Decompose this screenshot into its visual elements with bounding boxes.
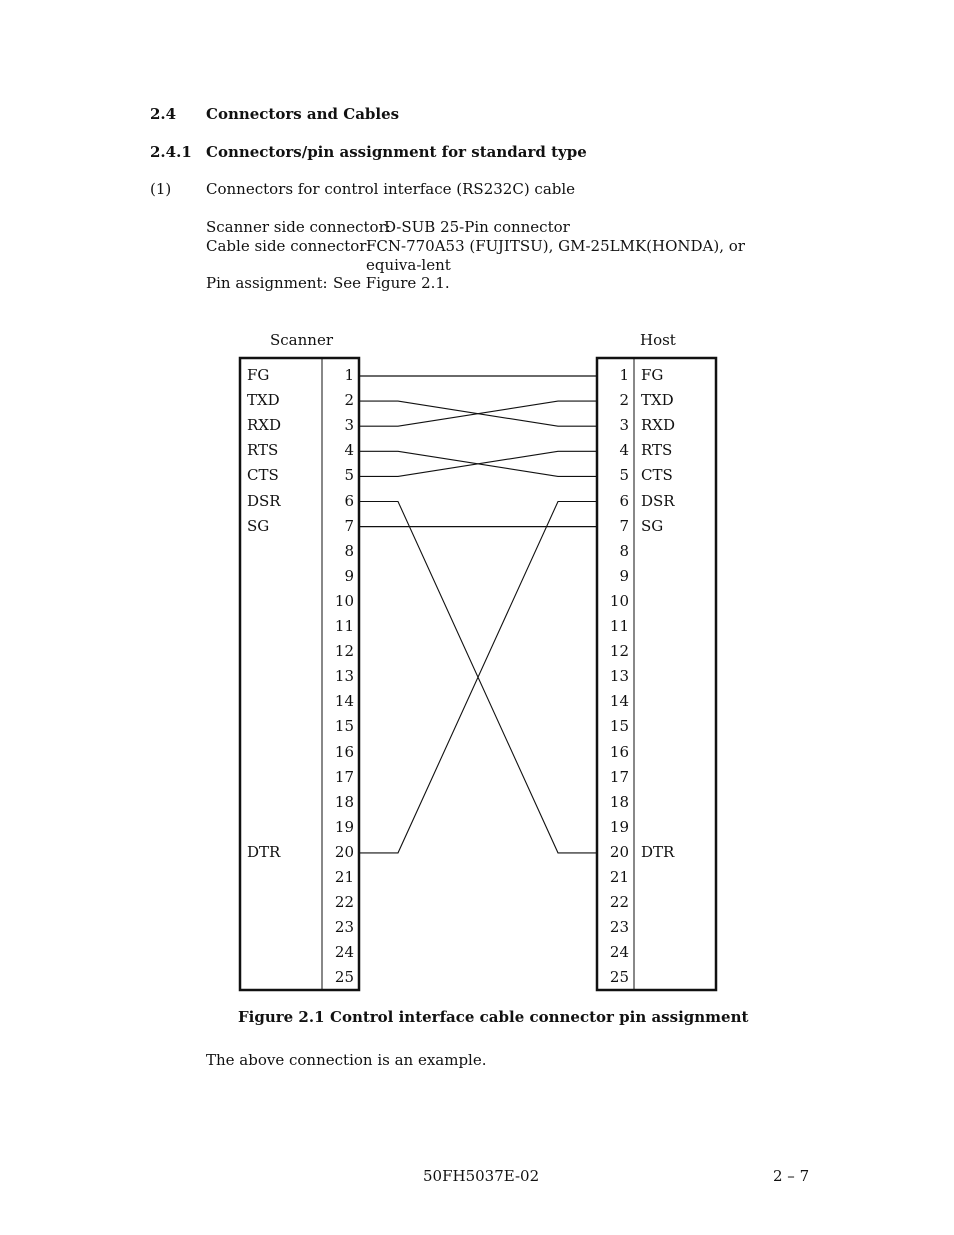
scanner-title: Scanner <box>270 331 333 349</box>
host-pin-2: 2 <box>619 391 629 410</box>
host-pin-21: 21 <box>609 868 629 886</box>
wire-3-to-2 <box>359 401 597 426</box>
host-title: Host <box>640 331 676 349</box>
host-pin-7: 7 <box>619 516 629 535</box>
host-pin-11: 11 <box>609 617 629 635</box>
scanner-connector-value: D-SUB 25-Pin connector <box>384 218 570 236</box>
scanner-pin-6: 6 <box>344 491 354 510</box>
scanner-pin-7: 7 <box>344 516 354 535</box>
host-pin-6: 6 <box>619 491 629 510</box>
cable-connector-value-line2: equiva-lent <box>366 256 451 274</box>
host-pin-4: 4 <box>619 441 629 460</box>
item-number: (1) <box>150 180 172 198</box>
scanner-pin-3: 3 <box>344 416 354 435</box>
scanner-pin-1: 1 <box>344 366 354 384</box>
scanner-pin-4: 4 <box>344 441 354 460</box>
scanner-pin-13: 13 <box>334 667 354 686</box>
scanner-connector-label: Scanner side connector: <box>206 218 391 236</box>
scanner-signal-rxd: RXD <box>247 416 281 435</box>
host-pin-17: 17 <box>609 767 629 786</box>
host-pin-15: 15 <box>609 717 629 736</box>
host-signal-sg: SG <box>641 516 664 535</box>
scanner-pin-20: 20 <box>334 842 354 861</box>
scanner-signal-dsr: DSR <box>247 491 281 510</box>
scanner-pin-5: 5 <box>344 466 354 485</box>
section-title: Connectors and Cables <box>206 105 400 123</box>
scanner-signal-txd: TXD <box>247 391 280 410</box>
cable-connector-value-line1: FCN-770A53 (FUJITSU), GM-25LMK(HONDA), or <box>366 237 745 255</box>
host-signal-dtr: DTR <box>641 842 675 861</box>
scanner-pin-14: 14 <box>334 692 354 711</box>
host-pin-9: 9 <box>619 566 629 585</box>
scanner-pin-8: 8 <box>344 541 354 560</box>
item-title: Connectors for control interface (RS232C) cable <box>206 180 576 198</box>
scanner-signal-fg: FG <box>247 366 270 384</box>
scanner-pin-18: 18 <box>334 792 354 811</box>
scanner-pin-10: 10 <box>334 591 354 610</box>
host-pin-16: 16 <box>609 742 629 761</box>
scanner-signal-rts: RTS <box>247 441 279 460</box>
scanner-pin-12: 12 <box>334 642 354 661</box>
scanner-pin-21: 21 <box>334 868 354 886</box>
host-pin-19: 19 <box>609 817 629 836</box>
subsection-title: Connectors/pin assignment for standard type <box>206 143 587 161</box>
host-pin-20: 20 <box>609 842 629 861</box>
host-pin-23: 23 <box>609 918 629 937</box>
host-pin-25: 25 <box>609 968 629 987</box>
scanner-signal-dtr: DTR <box>247 842 281 861</box>
subsection-number: 2.4.1 <box>150 143 192 161</box>
host-signal-rxd: RXD <box>641 416 675 435</box>
scanner-pin-2: 2 <box>344 391 354 410</box>
host-pin-1: 1 <box>619 366 629 384</box>
wire-5-to-4 <box>359 451 597 476</box>
wire-20-to-6 <box>359 502 597 853</box>
scanner-pin-16: 16 <box>334 742 354 761</box>
scanner-signal-sg: SG <box>247 516 270 535</box>
scanner-pin-23: 23 <box>334 918 354 937</box>
host-signal-rts: RTS <box>641 441 673 460</box>
scanner-pin-15: 15 <box>334 717 354 736</box>
host-pin-10: 10 <box>609 591 629 610</box>
footer-doc-id: 50FH5037E-02 <box>423 1167 540 1185</box>
host-pin-5: 5 <box>619 466 629 485</box>
host-signal-txd: TXD <box>641 391 674 410</box>
host-signal-dsr: DSR <box>641 491 675 510</box>
host-signal-cts: CTS <box>641 466 673 485</box>
note-text: The above connection is an example. <box>206 1051 487 1069</box>
scanner-pin-9: 9 <box>344 566 354 585</box>
scanner-pin-19: 19 <box>334 817 354 836</box>
host-signal-fg: FG <box>641 366 664 384</box>
host-pin-24: 24 <box>609 943 629 962</box>
scanner-pin-11: 11 <box>334 617 354 635</box>
host-pin-22: 22 <box>609 893 629 912</box>
scanner-signal-cts: CTS <box>247 466 279 485</box>
host-pin-8: 8 <box>619 541 629 560</box>
host-pin-3: 3 <box>619 416 629 435</box>
section-number: 2.4 <box>150 105 177 123</box>
cable-connector-label: Cable side connector: <box>206 237 372 255</box>
host-pin-13: 13 <box>609 667 629 686</box>
scanner-pin-25: 25 <box>334 968 354 987</box>
host-pin-12: 12 <box>609 642 629 661</box>
scanner-pin-24: 24 <box>334 943 354 962</box>
host-pin-18: 18 <box>609 792 629 811</box>
pin-assignment-value: See Figure 2.1. <box>333 274 450 292</box>
scanner-pin-22: 22 <box>334 893 354 912</box>
figure-caption-title: Control interface cable connector pin assignment <box>330 1008 749 1026</box>
figure-caption-number: Figure 2.1 <box>238 1008 325 1026</box>
scanner-pin-17: 17 <box>334 767 354 786</box>
footer-page-number: 2 – 7 <box>773 1167 810 1185</box>
pin-assignment-label: Pin assignment: <box>206 274 328 292</box>
host-pin-14: 14 <box>609 692 629 711</box>
